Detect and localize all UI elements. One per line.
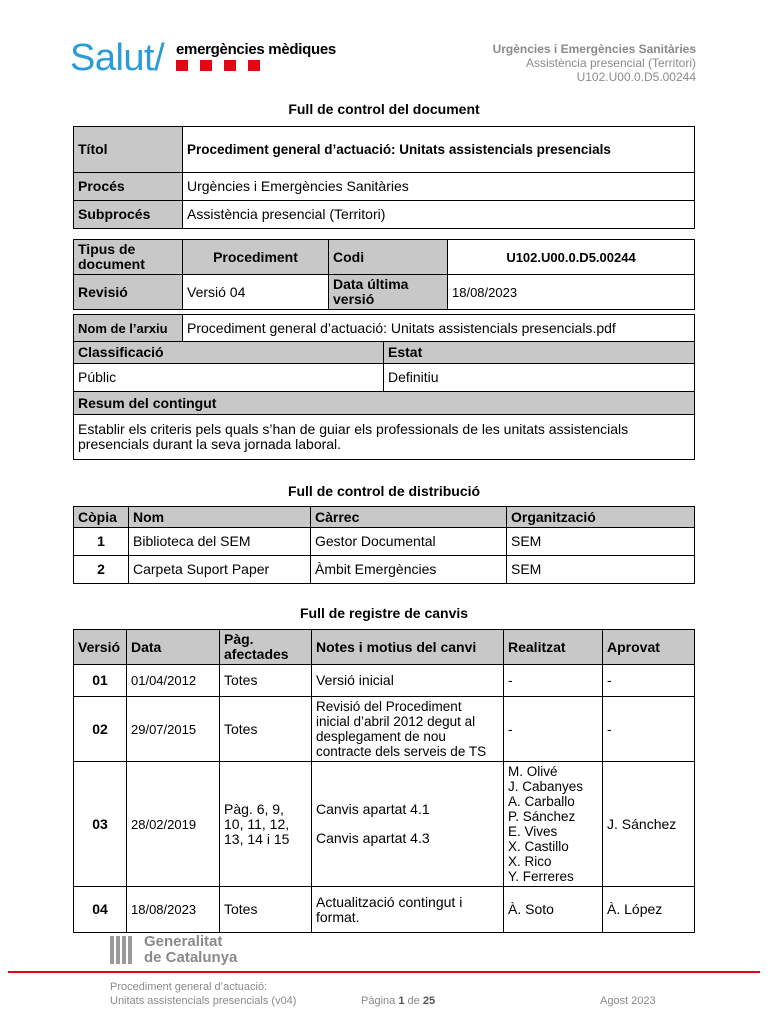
done-cell: À. Soto bbox=[504, 887, 603, 933]
process-value: Urgències i Emergències Sanitàries bbox=[183, 173, 695, 201]
table-row bbox=[74, 887, 695, 933]
table-row bbox=[74, 127, 695, 173]
page-total: 25 bbox=[422, 995, 436, 1007]
header-org: Urgències i Emergències Sanitàries bbox=[492, 42, 696, 56]
done-cell: - bbox=[504, 697, 603, 762]
code-label: Codi bbox=[329, 240, 448, 275]
author-name: J. Cabanyes bbox=[508, 779, 584, 794]
author-name: M. Olivé bbox=[508, 764, 558, 779]
last-date-value: 18/08/2023 bbox=[448, 275, 695, 310]
type-value: Procediment bbox=[183, 240, 329, 275]
author-name: P. Sánchez bbox=[508, 809, 576, 824]
table-cell: Biblioteca del SEM bbox=[129, 528, 311, 556]
header-info bbox=[493, 42, 696, 84]
version-cell: 04 bbox=[74, 887, 127, 933]
author-name: X. Castillo bbox=[508, 839, 569, 854]
table-row bbox=[74, 665, 695, 697]
notes-cell bbox=[312, 762, 504, 887]
generalitat-text bbox=[144, 934, 237, 966]
table-row bbox=[74, 315, 695, 342]
footer-date: Agost 2023 bbox=[600, 995, 656, 1007]
state-label: Estat bbox=[384, 342, 695, 364]
page-word: Pàgina bbox=[361, 995, 396, 1007]
revision-label: Revisió bbox=[74, 275, 183, 310]
col-header: Data bbox=[127, 630, 220, 665]
table-row bbox=[74, 364, 695, 392]
classification-label: Classificació bbox=[74, 342, 384, 364]
table-row bbox=[74, 275, 695, 310]
table-cell: 2 bbox=[74, 556, 129, 584]
done-cell: - bbox=[504, 665, 603, 697]
table-row bbox=[74, 762, 695, 887]
footer-divider bbox=[8, 971, 760, 973]
table-cell: Gestor Documental bbox=[311, 528, 507, 556]
classification-value: Públic bbox=[74, 364, 384, 392]
approved-cell: À. López bbox=[603, 887, 695, 933]
title-label: Títol bbox=[74, 127, 183, 173]
table-cell: SEM bbox=[507, 528, 695, 556]
col-header: Nom bbox=[129, 507, 311, 528]
pages-cell: Totes bbox=[220, 665, 312, 697]
note-line: Canvis apartat 4.3 bbox=[316, 830, 430, 846]
table-cell: 1 bbox=[74, 528, 129, 556]
footer-doc-name bbox=[110, 980, 296, 1008]
pages-cell: Totes bbox=[220, 697, 312, 762]
notes-cell: Versió inicial bbox=[312, 665, 504, 697]
page-header bbox=[0, 0, 768, 100]
logo-subtitle: emergències mèdiques bbox=[176, 41, 336, 58]
header-area: Assistència presencial (Territori) bbox=[525, 56, 696, 70]
date-cell: 29/07/2015 bbox=[127, 697, 220, 762]
summary-value: Establir els criteris pels quals s’han de guiar els professionals de les unitats assistencials presencials durant la seva jornada laboral. bbox=[74, 415, 695, 460]
table-cell: Carpeta Suport Paper bbox=[129, 556, 311, 584]
notes-cell: Revisió del Procediment inicial d’abril 2012 degut al desplegament de nou contracte dels serveis de TS bbox=[312, 697, 504, 762]
doc-control-title: Full de control del document bbox=[288, 101, 480, 117]
version-cell: 03 bbox=[74, 762, 127, 887]
doc-info-table bbox=[73, 126, 695, 229]
version-cell: 02 bbox=[74, 697, 127, 762]
col-header: Càrrec bbox=[311, 507, 507, 528]
approved-cell: - bbox=[603, 697, 695, 762]
table-row bbox=[74, 201, 695, 229]
approved-cell: J. Sánchez bbox=[603, 762, 695, 887]
table-header-row bbox=[74, 630, 695, 665]
table-row bbox=[74, 415, 695, 460]
table-header-row bbox=[74, 507, 695, 528]
senyera-icon bbox=[110, 936, 136, 964]
table-row bbox=[74, 173, 695, 201]
done-cell bbox=[504, 762, 603, 887]
file-label: Nom de l’arxiu bbox=[74, 315, 183, 342]
process-label: Procés bbox=[74, 173, 183, 201]
page-of: de bbox=[407, 995, 420, 1007]
table-cell: SEM bbox=[507, 556, 695, 584]
col-header: Versió bbox=[74, 630, 127, 665]
distribution-title: Full de control de distribució bbox=[287, 483, 481, 499]
author-name: Y. Ferreres bbox=[508, 869, 574, 884]
date-cell: 28/02/2019 bbox=[127, 762, 220, 887]
type-label: Tipus de document bbox=[74, 240, 183, 275]
logo-salut-text: Salut/ bbox=[70, 37, 165, 79]
footer-doc-line: Procediment general d’actuació: bbox=[110, 981, 268, 993]
date-cell: 01/04/2012 bbox=[127, 665, 220, 697]
pages-cell: Totes bbox=[220, 887, 312, 933]
table-row bbox=[74, 392, 695, 415]
col-header: Organització bbox=[507, 507, 695, 528]
summary-label: Resum del contingut bbox=[74, 392, 695, 415]
col-header: Pàg. afectades bbox=[220, 630, 312, 665]
notes-cell: Actualització contingut i format. bbox=[312, 887, 504, 933]
state-value: Definitiu bbox=[384, 364, 695, 392]
distribution-table bbox=[73, 506, 695, 584]
table-row bbox=[74, 528, 695, 556]
doc-file-table bbox=[73, 314, 695, 460]
subprocess-value: Assistència presencial (Territori) bbox=[183, 201, 695, 229]
approved-cell: - bbox=[603, 665, 695, 697]
code-value: U102.U00.0.D5.00244 bbox=[448, 240, 695, 275]
date-cell: 18/08/2023 bbox=[127, 887, 220, 933]
version-cell: 01 bbox=[74, 665, 127, 697]
page-current: 1 bbox=[398, 995, 405, 1007]
table-row bbox=[74, 697, 695, 762]
col-header: Còpia bbox=[74, 507, 129, 528]
last-date-label: Data última versió bbox=[329, 275, 448, 310]
table-row bbox=[74, 556, 695, 584]
changes-table bbox=[73, 629, 695, 933]
author-name: E. Vives bbox=[508, 824, 558, 839]
col-header: Realitzat bbox=[504, 630, 603, 665]
footer-doc-line: Unitats assistencials presencials (v04) bbox=[110, 995, 297, 1007]
author-name: X. Rico bbox=[508, 854, 552, 869]
col-header: Aprovat bbox=[603, 630, 695, 665]
revision-value: Versió 04 bbox=[183, 275, 329, 310]
title-value: Procediment general d’actuació: Unitats assistencials presencials bbox=[183, 127, 695, 173]
logo-line: de Catalunya bbox=[144, 949, 238, 966]
pages-cell: Pàg. 6, 9, 10, 11, 12, 13, 14 i 15 bbox=[220, 762, 312, 887]
logo-squares-icon bbox=[176, 60, 260, 71]
file-value: Procediment general d’actuació: Unitats assistencials presencials.pdf bbox=[183, 315, 695, 342]
changes-title: Full de registre de canvis bbox=[299, 605, 469, 621]
doc-meta-table bbox=[73, 239, 695, 310]
header-code: U102.U00.0.D5.00244 bbox=[576, 70, 696, 84]
author-name: A. Carballo bbox=[508, 794, 575, 809]
table-cell: Àmbit Emergències bbox=[311, 556, 507, 584]
table-row bbox=[74, 342, 695, 364]
subprocess-label: Subprocés bbox=[74, 201, 183, 229]
logo-line: Generalitat bbox=[144, 933, 223, 950]
col-header: Notes i motius del canvi bbox=[312, 630, 504, 665]
table-row bbox=[74, 240, 695, 275]
note-line: Canvis apartat 4.1 bbox=[316, 801, 430, 817]
page-number bbox=[361, 994, 435, 1008]
